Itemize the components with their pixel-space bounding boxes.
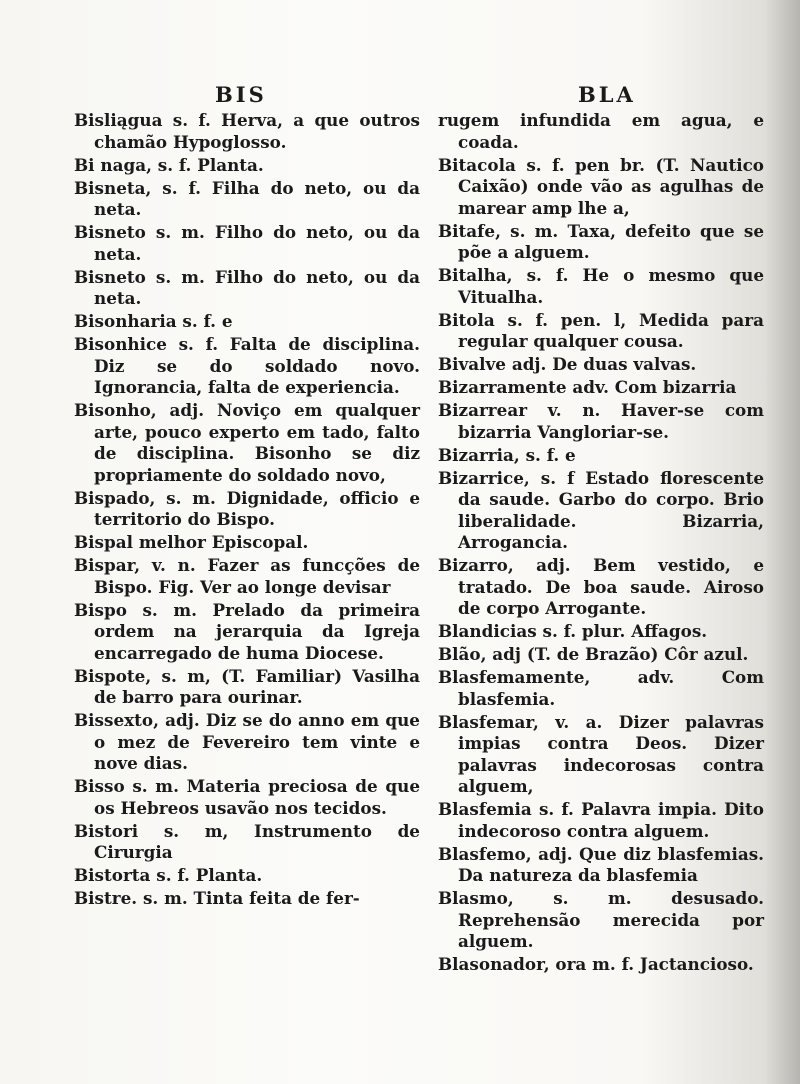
dictionary-entry: Bizarria, s. f. e [438, 444, 576, 465]
dictionary-entry: Bisneta, s. f. Filha do neto, ou da neta. [74, 177, 420, 219]
page-edge-shadow [764, 0, 800, 1084]
dictionary-entry: Bistre. s. m. Tinta feita de fer- [74, 888, 360, 908]
dictionary-entry: Bistorta s. f. Planta. [74, 865, 263, 885]
dictionary-entry: Bissexto, adj. Diz se do anno em que o mez de Fevereiro tem vinte e nove dias. [74, 710, 420, 773]
dictionary-entry: Bispado, s. m. Dignidade, officio e territorio do Bispo. [74, 487, 420, 529]
dictionary-entry: Bisonharia s. f. e [74, 311, 233, 331]
dictionary-entry: Bistori s. m, Instrumento de Cirurgia [74, 820, 420, 862]
dictionary-entry: Bivalve adj. De duas valvas. [438, 354, 697, 374]
right-column [438, 110, 764, 977]
dictionary-entry: Blasonador, ora m. f. Jactancioso. [438, 954, 754, 974]
running-head-right: BLA [578, 82, 636, 107]
dictionary-entry: Bi naga, s. f. Planta. [74, 154, 264, 175]
dictionary-entry: Bizarramente adv. Com bizarria [438, 377, 737, 397]
dictionary-entry: Bisneto s. m. Filho do neto, ou da neta. [74, 222, 420, 264]
dictionary-entry: Bizarrice, s. f Estado florescente da saude. Garbo do corpo. Brio liberalidade. Bizarria, Arrogancia. [438, 467, 764, 552]
dictionary-entry: Bitafe, s. m. Taxa, defeito que se põe a alguem. [438, 220, 764, 262]
dictionary-entry: Blandicias s. f. plur. Affagos. [438, 621, 708, 641]
dictionary-entry: Bizarro, adj. Bem vestido, e tratado. De boa saude. Airoso de corpo Arrogante. [438, 555, 764, 618]
dictionary-entry: Blasfemo, adj. Que diz blasfemias. Da natureza da blasfemia [438, 843, 764, 885]
dictionary-entry: Blasmo, s. m. desusado. Reprehensão merecida por alguem. [438, 888, 764, 951]
dictionary-entry: Bitalha, s. f. He o mesmo que Vitualha. [438, 265, 764, 307]
dictionary-entry: Bisneto s. m. Filho do neto, ou da neta. [74, 266, 420, 308]
left-column [74, 110, 420, 911]
dictionary-entry: Bispar, v. n. Fazer as funcções de Bispo. Fig. Ver ao longe devisar [74, 555, 420, 597]
running-head-left: BIS [215, 82, 267, 107]
dictionary-entry: Blasfemamente, adv. Com blasfemia. [438, 667, 764, 709]
dictionary-entry: Bisliągua s. f. Herva, a que outros chamão Hypoglosso. [74, 110, 420, 152]
dictionary-entry: Bispote, s. m, (T. Familiar) Vasilha de barro para ourinar. [74, 665, 420, 707]
dictionary-entry: Bispo s. m. Prelado da primeira ordem na jerarquia da Igreja encarregado de huma Diocese. [74, 599, 420, 663]
page-header [0, 82, 800, 110]
dictionary-entry: Bispal melhor Episcopal. [74, 532, 309, 552]
dictionary-entry: rugem infundida em agua, e coada. [438, 110, 764, 152]
dictionary-entry: Bisso s. m. Materia preciosa de que os Hebreos usavão nos tecidos. [74, 776, 420, 818]
dictionary-entry: Blão, adj (T. de Brazão) Côr azul. [438, 644, 749, 664]
dictionary-entry: Blasfemia s. f. Palavra impia. Dito indecoroso contra alguem. [438, 799, 764, 841]
dictionary-entry: Bitacola s. f. pen br. (T. Nautico Caixão) onde vão as agulhas de marear amp lhe a, [438, 154, 764, 218]
dictionary-entry: Bizarrear v. n. Haver-se com bizarria Vangloriar-se. [438, 400, 764, 442]
dictionary-entry: Bisonhice s. f. Falta de disciplina. Diz se do soldado novo. Ignorancia, falta de experiencia. [74, 334, 420, 397]
dictionary-entry: Bitola s. f. pen. l, Medida para regular qualquer cousa. [438, 309, 764, 351]
dictionary-entry: Blasfemar, v. a. Dizer palavras impias contra Deos. Dizer palavras indecorosas contra alguem, [438, 711, 764, 796]
dictionary-entry: Bisonho, adj. Noviço em qualquer arte, pouco experto em tado, falto de disciplina. Bisonho se diz propriamente do soldado novo, [74, 400, 420, 485]
